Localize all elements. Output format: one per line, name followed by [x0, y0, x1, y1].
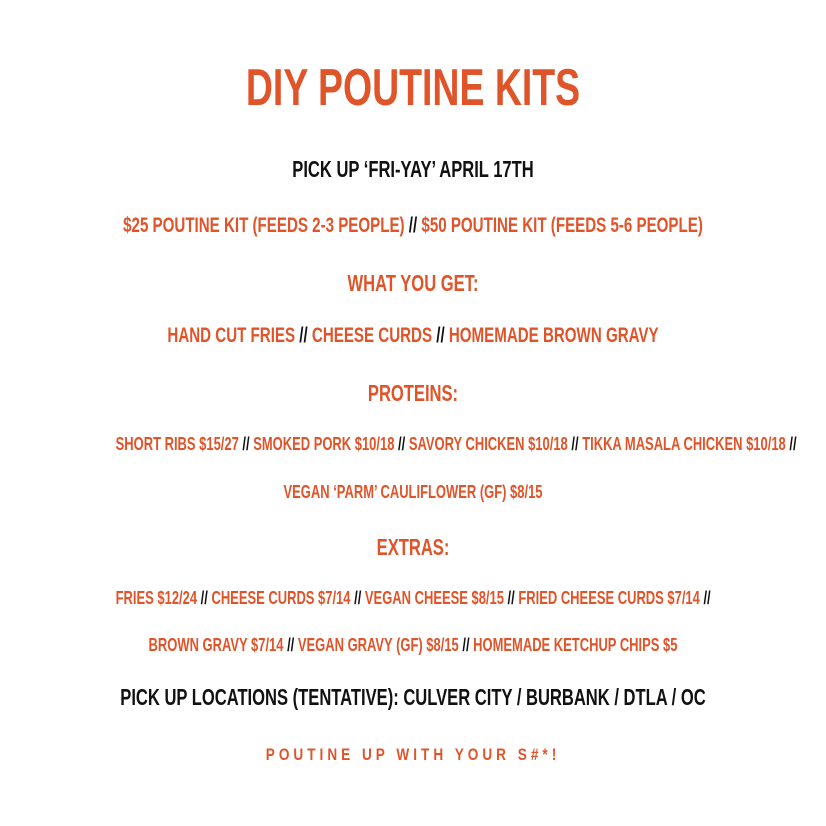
included-item: HAND CUT FRIES: [167, 324, 296, 347]
separator: //: [436, 324, 449, 347]
protein-item: TIKKA MASALA CHICKEN $10/18: [582, 434, 786, 454]
separator: //: [398, 434, 409, 454]
separator: //: [571, 434, 583, 454]
protein-item: SHORT RIBS $15/27: [115, 434, 239, 454]
proteins-heading: PROTEINS:: [367, 380, 459, 406]
kit-options: [116, 214, 711, 238]
page-title: DIY POUTINE KITS: [245, 59, 581, 117]
extras-list: [116, 588, 711, 609]
proteins-list: [115, 434, 797, 455]
separator: //: [507, 588, 519, 608]
separator: //: [299, 324, 312, 347]
extra-item: FRIES $12/24: [115, 588, 198, 608]
separator: //: [354, 588, 365, 608]
pickup-locations: PICK UP LOCATIONS (TENTATIVE): CULVER CITY / BURBANK / DTLA / OC: [120, 684, 706, 710]
kit-small: $25 POUTINE KIT (FEEDS 2-3 PEOPLE): [123, 214, 405, 237]
kit-large: $50 POUTINE KIT (FEEDS 5-6 PEOPLE): [421, 214, 703, 237]
protein-item: SMOKED PORK $10/18: [253, 434, 395, 454]
separator: //: [200, 588, 212, 608]
separator: //: [408, 214, 422, 237]
what-you-get-heading: WHAT YOU GET:: [347, 270, 479, 296]
extras-heading: EXTRAS:: [376, 534, 450, 560]
separator: //: [242, 434, 254, 454]
extra-item: CHEESE CURDS $7/14: [211, 588, 351, 608]
extra-item: FRIED CHEESE CURDS $7/14: [518, 588, 700, 608]
protein-item: SAVORY CHICKEN $10/18: [408, 434, 568, 454]
included-item: HOMEMADE BROWN GRAVY: [448, 324, 659, 347]
extra-item: VEGAN GRAVY (GF) $8/15: [297, 635, 459, 655]
separator: //: [789, 434, 797, 454]
separator: //: [287, 635, 298, 655]
separator: //: [462, 635, 474, 655]
included-items: [116, 324, 711, 348]
tagline: POUTINE UP WITH YOUR S#*!: [265, 745, 561, 764]
proteins-list: [116, 482, 711, 503]
extra-item: VEGAN CHEESE $8/15: [364, 588, 504, 608]
extras-list: [116, 635, 711, 656]
separator: //: [703, 588, 711, 608]
extra-item: BROWN GRAVY $7/14: [148, 635, 284, 655]
included-item: CHEESE CURDS: [311, 324, 433, 347]
protein-item: VEGAN ‘PARM’ CAULIFLOWER (GF) $8/15: [283, 482, 543, 502]
pickup-date: PICK UP ‘FRI-YAY’ APRIL 17TH: [292, 156, 534, 182]
extra-item: HOMEMADE KETCHUP CHIPS $5: [473, 635, 678, 655]
